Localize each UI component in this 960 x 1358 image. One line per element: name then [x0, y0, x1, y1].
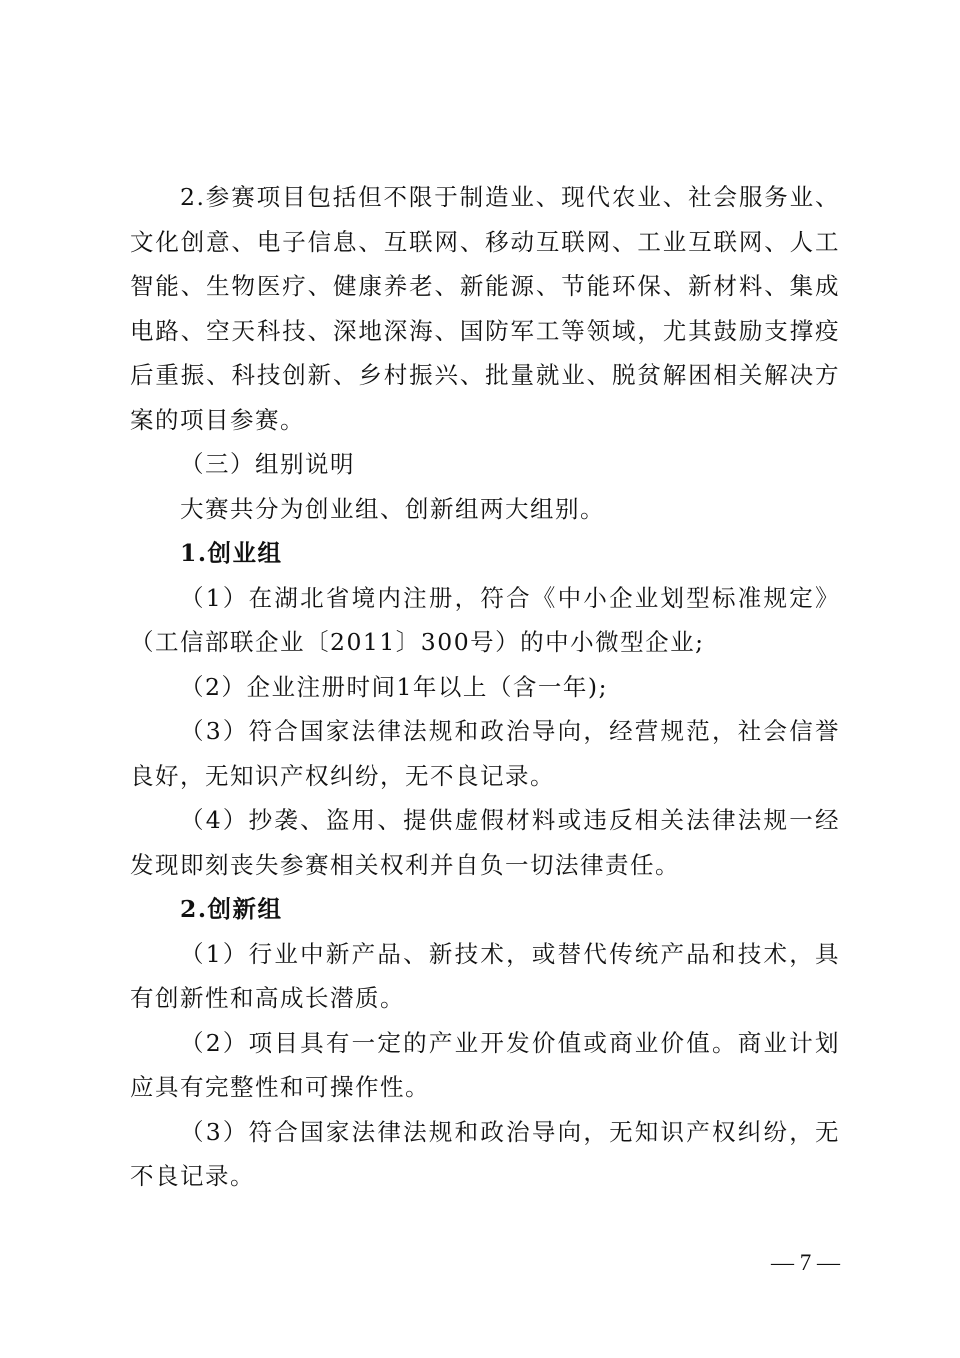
paragraph-line: 文化创意、电子信息、互联网、移动互联网、工业互联网、人工: [130, 227, 840, 256]
paragraph-line: （3）符合国家法律法规和政治导向，经营规范，社会信誉: [180, 717, 840, 745]
paragraph-line: 有创新性和高成长潜质。: [130, 984, 405, 1012]
section-heading: （三）组别说明: [180, 450, 355, 478]
paragraph-line: 发现即刻丧失参赛相关权利并自负一切法律责任。: [130, 850, 680, 879]
paragraph-line: （2）企业注册时间1年以上（含一年);: [180, 672, 608, 701]
paragraph-line: （4）抄袭、盗用、提供虚假材料或违反相关法律法规一经: [180, 806, 840, 834]
paragraph-line: 2.参赛项目包括但不限于制造业、现代农业、社会服务业、: [180, 183, 840, 211]
document-body: [130, 175, 840, 1199]
paragraph-line: （1）在湖北省境内注册，符合《中小企业划型标准规定》: [180, 583, 840, 612]
paragraph-line: 应具有完整性和可操作性。: [130, 1073, 430, 1101]
paragraph-line: （2）项目具有一定的产业开发价值或商业价值。商业计划: [180, 1028, 840, 1057]
paragraph-line: 智能、生物医疗、健康养老、新能源、节能环保、新材料、集成: [130, 272, 840, 300]
paragraph-line: 良好，无知识产权纠纷，无不良记录。: [130, 761, 555, 790]
subsection-heading: 1.创业组: [180, 539, 283, 567]
paragraph-line: （工信部联企业〔2011〕300号）的中小微型企业;: [130, 628, 705, 656]
paragraph-line: 后重振、科技创新、乡村振兴、批量就业、脱贫解困相关解决方: [130, 361, 840, 389]
page-number: — 7 —: [771, 1250, 840, 1275]
paragraph-line: 不良记录。: [130, 1162, 255, 1190]
paragraph-line: 大赛共分为创业组、创新组两大组别。: [180, 494, 605, 523]
paragraph-line: （1）行业中新产品、新技术，或替代传统产品和技术，具: [180, 939, 840, 968]
paragraph-line: （3）符合国家法律法规和政治导向，无知识产权纠纷，无: [180, 1117, 840, 1146]
paragraph-line: 电路、空天科技、深地深海、国防军工等领域，尤其鼓励支撑疫: [130, 316, 840, 345]
paragraph-line: 案的项目参赛。: [130, 405, 305, 434]
subsection-heading: 2.创新组: [180, 895, 283, 923]
